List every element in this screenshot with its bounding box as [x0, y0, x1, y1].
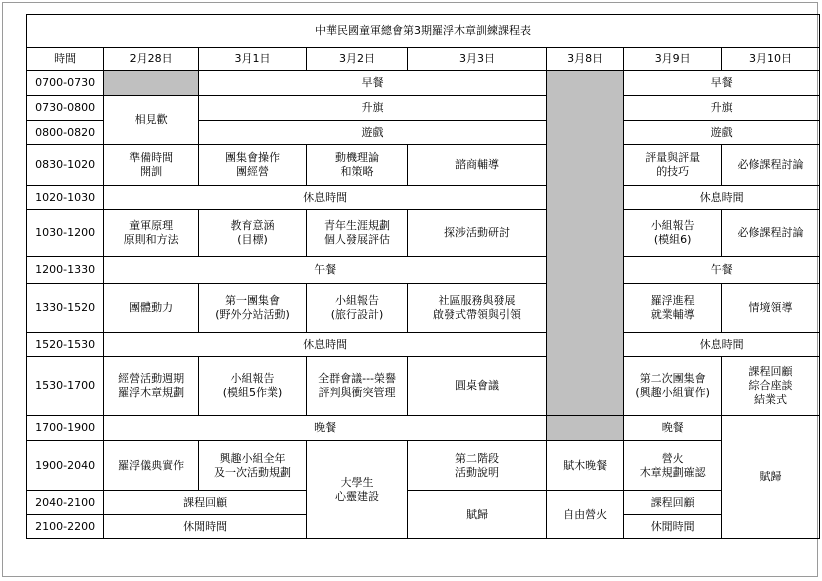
course-cell: 評量與評量 的技巧 — [624, 145, 722, 186]
dinner-cell: 晚餐 — [104, 416, 547, 441]
time-cell: 1900-2040 — [27, 441, 104, 491]
table-row — [27, 441, 820, 491]
course-cell: 團集會操作 團經營 — [198, 145, 306, 186]
table-row — [27, 257, 820, 284]
course-cell: 圓桌會議 — [408, 357, 547, 416]
games-cell: 遊戲 — [198, 121, 546, 145]
time-cell: 2100-2200 — [27, 515, 104, 539]
flag-raising-cell-right: 升旗 — [624, 96, 820, 121]
table-row — [27, 333, 820, 357]
rest-cell: 休息時間 — [104, 333, 547, 357]
games-cell-right: 遊戲 — [624, 121, 820, 145]
table-row — [27, 491, 820, 515]
course-cell: 興趣小組全年 及一次活動規劃 — [198, 441, 306, 491]
time-cell: 0800-0820 — [27, 121, 104, 145]
welcome-cell: 相見歡 — [104, 96, 199, 145]
table-row — [27, 96, 820, 121]
course-cell: 營火 木章規劃確認 — [624, 441, 722, 491]
header-mar2: 3月2日 — [307, 48, 408, 71]
leisure-cell-right: 休閒時間 — [624, 515, 722, 539]
mar8-blank-cell — [547, 416, 624, 441]
course-cell: 情境領導 — [722, 284, 820, 333]
breakfast-cell-right: 早餐 — [624, 71, 820, 96]
time-cell: 1330-1520 — [27, 284, 104, 333]
header-mar8: 3月8日 — [547, 48, 624, 71]
course-cell: 社區服務與發展 啟發式帶領與引領 — [408, 284, 547, 333]
dinner-cell-right: 晚餐 — [624, 416, 722, 441]
course-cell: 童軍原理 原則和方法 — [104, 210, 199, 257]
course-cell: 團體動力 — [104, 284, 199, 333]
course-cell: 準備時間 開訓 — [104, 145, 199, 186]
campfire-cell: 自由營火 — [547, 491, 624, 539]
time-cell: 0730-0800 — [27, 96, 104, 121]
course-cell: 羅浮進程 就業輔導 — [624, 284, 722, 333]
time-cell: 1020-1030 — [27, 186, 104, 210]
table-row — [27, 186, 820, 210]
rest-cell-right: 休息時間 — [624, 333, 820, 357]
time-cell: 0700-0730 — [27, 71, 104, 96]
course-cell: 課程回顧 綜合座談 結業式 — [722, 357, 820, 416]
table-title: 中華民國童軍總會第3期羅浮木章訓練課程表 — [27, 15, 820, 48]
course-cell: 探涉活動研討 — [408, 210, 547, 257]
rest-cell-right: 休息時間 — [624, 186, 820, 210]
flag-raising-cell: 升旗 — [198, 96, 546, 121]
header-mar1: 3月1日 — [198, 48, 306, 71]
course-cell: 第二次團集會 (興趣小組實作) — [624, 357, 722, 416]
course-cell: 動機理論 和策略 — [307, 145, 408, 186]
header-row — [27, 48, 820, 71]
course-cell: 小組報告 (模組5作業) — [198, 357, 306, 416]
departure-cell: 賦歸 — [722, 416, 820, 539]
time-cell: 1200-1330 — [27, 257, 104, 284]
course-cell: 諮商輔導 — [408, 145, 547, 186]
course-cell: 羅浮儀典實作 — [104, 441, 199, 491]
course-cell: 賦木晚餐 — [547, 441, 624, 491]
course-cell: 全群會議---榮譽 評判與衝突管理 — [307, 357, 408, 416]
course-cell: 經營活動週期 羅浮木章規劃 — [104, 357, 199, 416]
header-mar9: 3月9日 — [624, 48, 722, 71]
course-cell: 教育意涵 (目標) — [198, 210, 306, 257]
time-cell: 1030-1200 — [27, 210, 104, 257]
course-cell: 必修課程討論 — [722, 210, 820, 257]
breakfast-cell: 早餐 — [198, 71, 546, 96]
table-row — [27, 145, 820, 186]
time-cell: 2040-2100 — [27, 491, 104, 515]
course-cell: 小組報告 (旅行設計) — [307, 284, 408, 333]
course-cell: 必修課程討論 — [722, 145, 820, 186]
table-row — [27, 71, 820, 96]
review-cell-right: 課程回顧 — [624, 491, 722, 515]
header-mar3: 3月3日 — [408, 48, 547, 71]
header-time: 時間 — [27, 48, 104, 71]
course-cell: 青年生涯規劃 個人發展評估 — [307, 210, 408, 257]
course-cell: 小組報告 (模組6) — [624, 210, 722, 257]
course-cell: 大學生 心靈建設 — [307, 441, 408, 539]
time-cell: 1520-1530 — [27, 333, 104, 357]
header-feb28: 2月28日 — [104, 48, 199, 71]
time-cell: 0830-1020 — [27, 145, 104, 186]
lunch-cell-right: 午餐 — [624, 257, 820, 284]
table-row — [27, 416, 820, 441]
mar8-blank-cell — [547, 71, 624, 416]
leisure-cell: 休閒時間 — [104, 515, 307, 539]
blank-cell — [104, 71, 199, 96]
header-mar10: 3月10日 — [722, 48, 820, 71]
table-row — [27, 210, 820, 257]
course-schedule-table — [26, 14, 820, 539]
course-cell: 第一團集會 (野外分站活動) — [198, 284, 306, 333]
time-cell: 1530-1700 — [27, 357, 104, 416]
time-cell: 1700-1900 — [27, 416, 104, 441]
departure-cell: 賦歸 — [408, 491, 547, 539]
course-cell: 第二階段 活動說明 — [408, 441, 547, 491]
table-row — [27, 357, 820, 416]
lunch-cell: 午餐 — [104, 257, 547, 284]
review-cell: 課程回顧 — [104, 491, 307, 515]
rest-cell: 休息時間 — [104, 186, 547, 210]
table-row — [27, 284, 820, 333]
